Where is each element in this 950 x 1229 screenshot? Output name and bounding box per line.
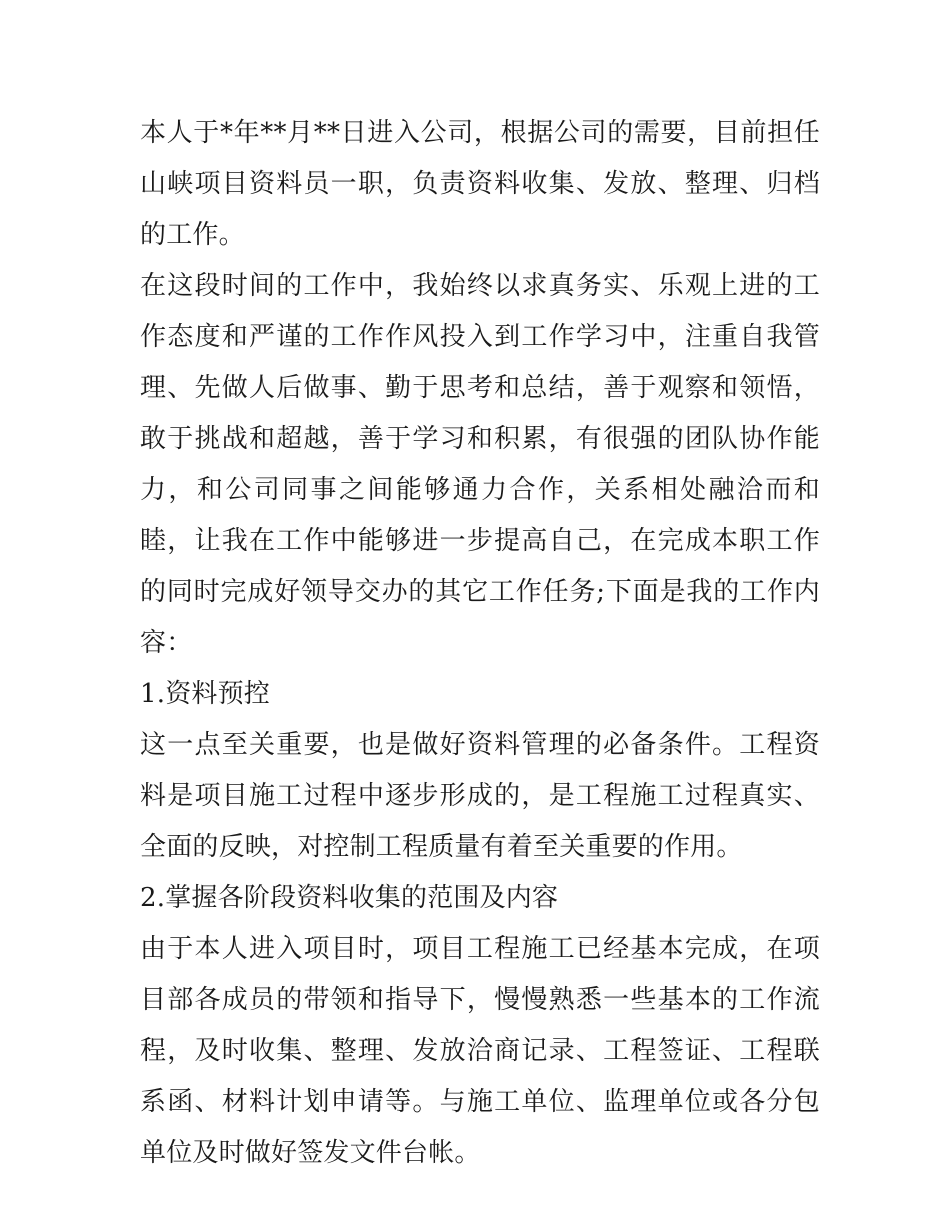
heading-document-precontrol: 1.资料预控: [140, 679, 271, 709]
paragraph-precontrol: 这一点至关重要，也是做好资料管理的必备条件。工程资料是项目施工过程中逐步形成的，是工程施工过程真实、全面的反映，对控制工程质量有着至关重要的作用。: [140, 730, 820, 862]
document-body: [140, 108, 820, 1179]
heading-collection-scope: 2.掌握各阶段资料收集的范围及内容: [140, 883, 559, 913]
paragraph-work-attitude: 在这段时间的工作中，我始终以求真务实、乐观上进的工作态度和严谨的工作作风投入到工作学习中，注重自我管理、先做人后做事、勤于思考和总结，善于观察和领悟，敢于挑战和超越，善于学习和积累，有很强的团队协作能力，和公司同事之间能够通力合作，关系相处融洽而和睦，让我在工作中能够进一步提高自己，在完成本职工作的同时完成好领导交办的其它工作任务;下面是我的工作内容：: [140, 271, 820, 658]
paragraph-collection-scope: 由于本人进入项目时，项目工程施工已经基本完成，在项目部各成员的带领和指导下，慢慢熟悉一些基本的工作流程，及时收集、整理、发放洽商记录、工程签证、工程联系函、材料计划申请等。与施工单位、监理单位或各分包单位及时做好签发文件台帐。: [140, 934, 820, 1168]
paragraph-intro: 本人于*年**月**日进入公司，根据公司的需要，目前担任山峡项目资料员一职，负责资料收集、发放、整理、归档的工作。: [140, 118, 820, 250]
